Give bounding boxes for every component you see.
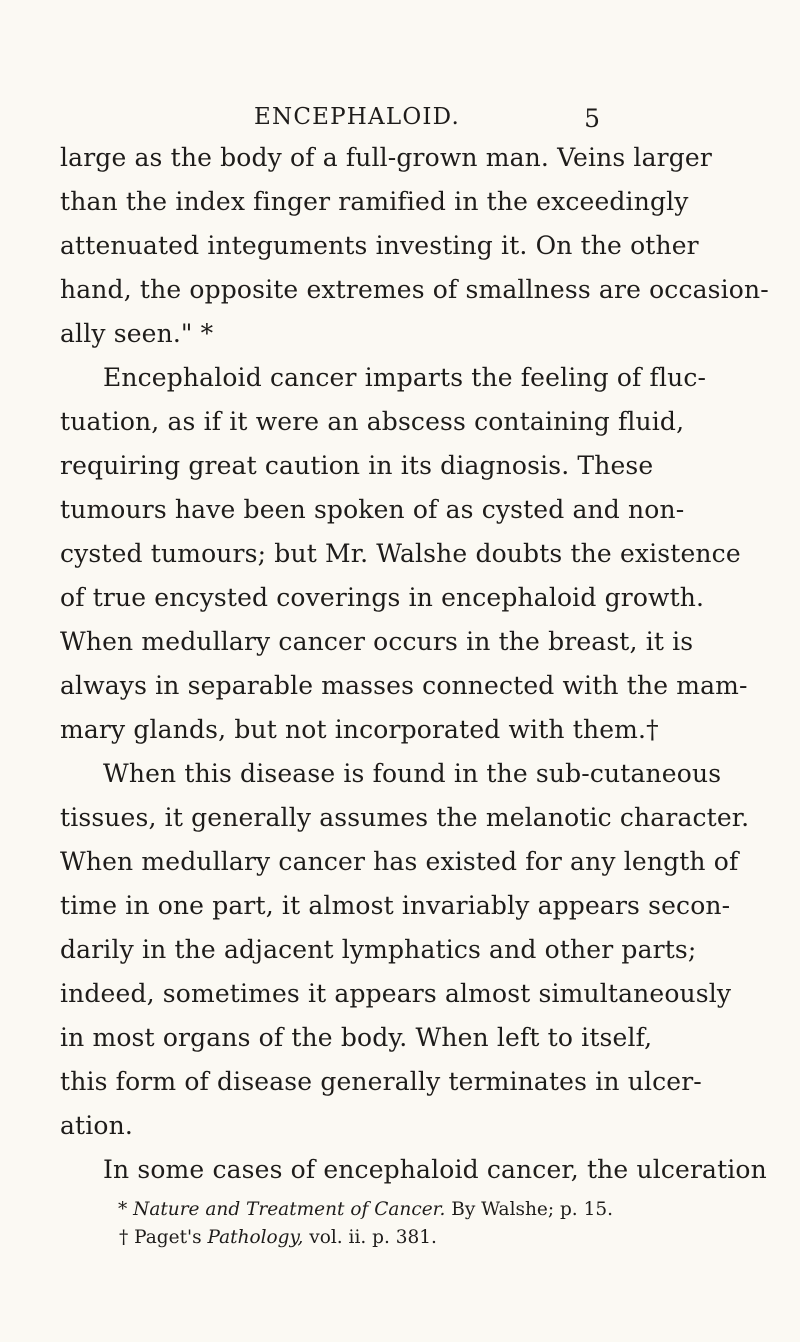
page-number: 5 [584,104,600,133]
footnote-marker: † [119,1227,129,1248]
footnote [118,1196,613,1224]
text-line: When medullary cancer occurs in the breast, it is [60,627,694,656]
footnote [119,1224,437,1252]
text-line: time in one part, it almost invariably appears secon- [60,891,731,920]
text-line: of true encysted coverings in encephaloid growth. [60,583,705,612]
text-line: this form of disease generally terminates in ulcer- [60,1067,702,1096]
footnote-text: Paget's [134,1227,202,1248]
text-line: When this disease is found in the sub-cutaneous [103,759,722,788]
text-line: In some cases of encephaloid cancer, the ulceration [103,1155,767,1184]
text-line: always in separable masses connected with the mam- [60,671,748,700]
text-line: hand, the opposite extremes of smallness are occasion- [60,275,769,304]
text-line: darily in the adjacent lymphatics and other parts; [60,935,697,964]
text-line: than the index finger ramified in the exceedingly [60,187,689,216]
text-line: attenuated integuments investing it. On the other [60,231,699,260]
text-line: Encephaloid cancer imparts the feeling of fluc- [103,363,707,392]
text-line: requiring great caution in its diagnosis. These [60,451,654,480]
footnote-text: By Walshe; p. 15. [451,1199,613,1220]
footnote-title: Nature and Treatment of Cancer. [133,1199,446,1220]
footnote-title: Pathology, [207,1227,304,1248]
text-line: large as the body of a full-grown man. Veins larger [60,143,712,172]
footnote-text: vol. ii. p. 381. [309,1227,437,1248]
text-line: When medullary cancer has existed for any length of [60,847,739,876]
text-line: ation. [60,1111,133,1140]
running-head [60,104,600,134]
text-line: indeed, sometimes it appears almost simultaneously [60,979,732,1008]
text-line: ally seen." * [60,319,214,348]
text-line: cysted tumours; but Mr. Walshe doubts the existence [60,539,741,568]
text-line: tissues, it generally assumes the melanotic character. [60,803,750,832]
footnote-marker: * [118,1199,128,1220]
text-line: tuation, as if it were an abscess containing fluid, [60,407,685,436]
text-line: mary glands, but not incorporated with them.† [60,715,659,744]
text-line: tumours have been spoken of as cysted and non- [60,495,685,524]
running-title: ENCEPHALOID. [254,104,460,130]
text-line: in most organs of the body. When left to itself, [60,1023,653,1052]
